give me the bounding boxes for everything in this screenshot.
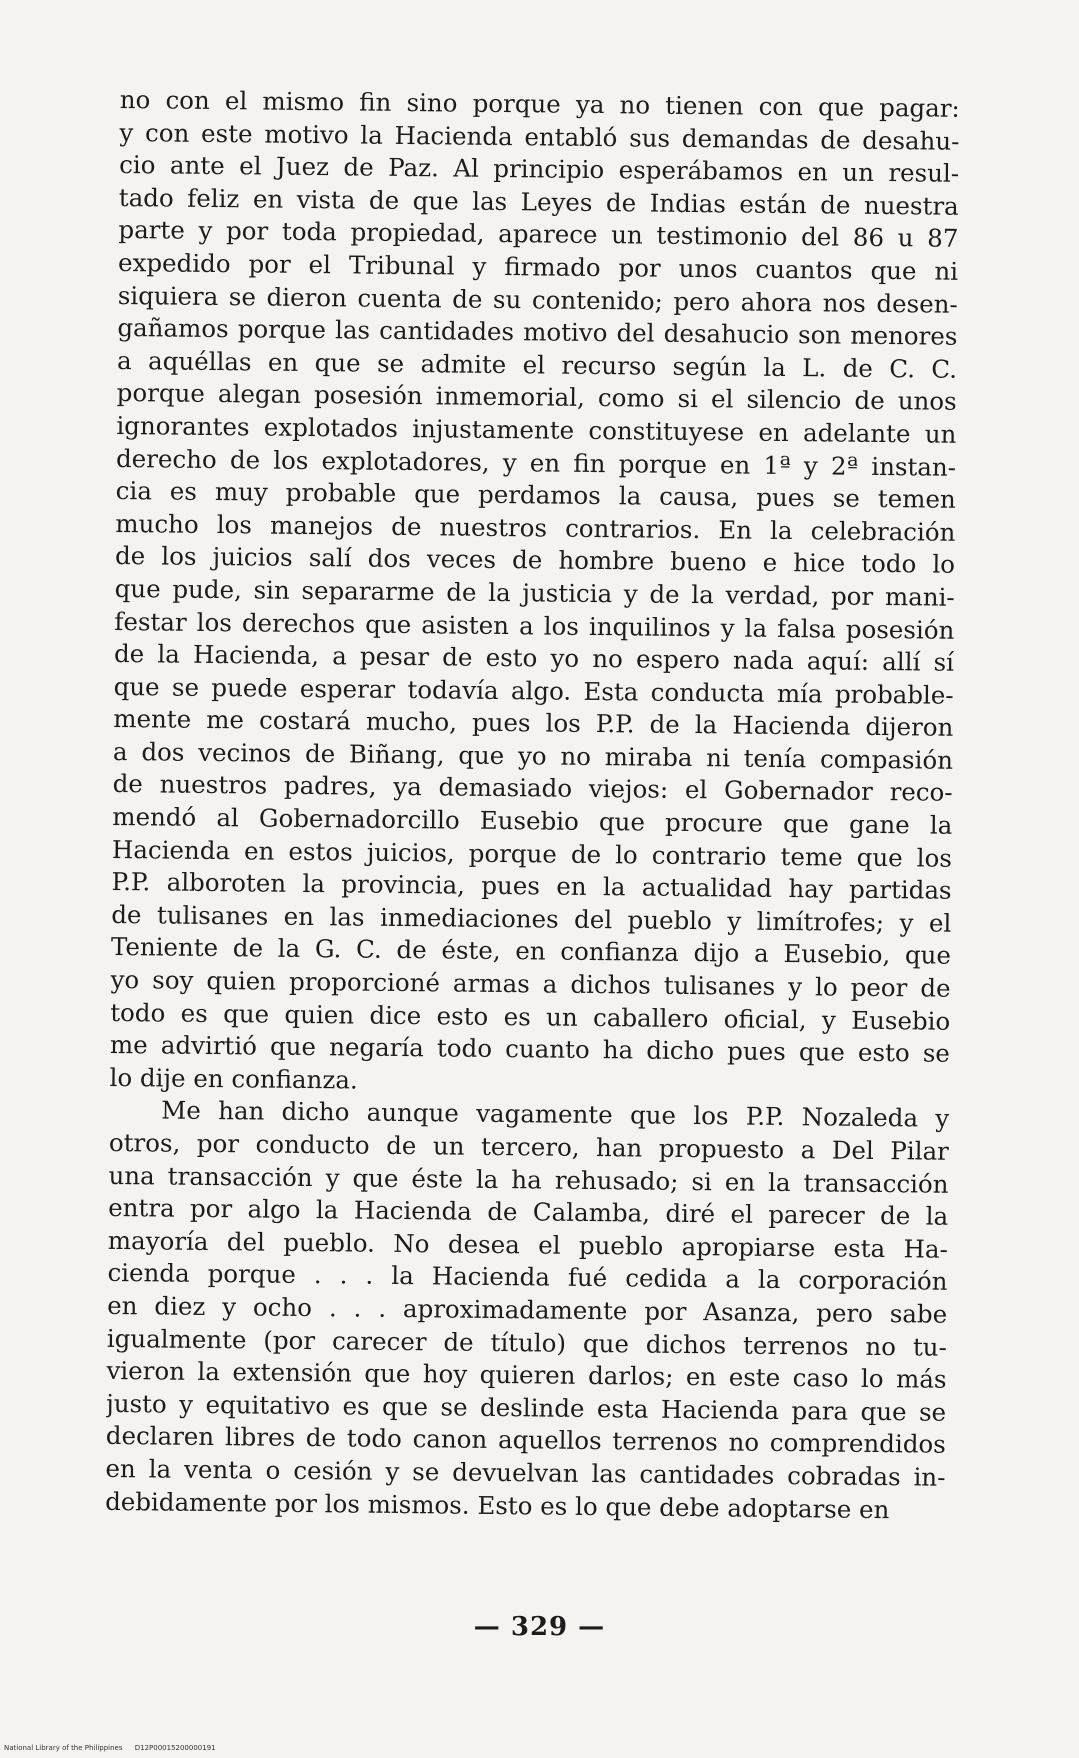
text-line: y con este motivo la Hacienda entabló sus demandas de desahu-	[119, 117, 960, 156]
text-line: a aquéllas en que se admite el recurso según la L. de C. C.	[116, 345, 958, 384]
scan-footer	[4, 1744, 226, 1752]
text-line: mendó al Gobernadorcillo Eusebio que procure que gane la	[112, 802, 953, 840]
text-line: expedido por el Tribunal y firmado por unos cuantos que ni	[117, 247, 959, 286]
text-line: Me han dicho aunque vagamente que los P.P. Nozaleda y	[161, 1095, 950, 1134]
text-line: Teniente de la G. C. de éste, en confianza dijo a Eusebio, que	[110, 932, 952, 971]
text-line: de nuestros padres, ya demasiado viejos: el Gobernador reco-	[112, 769, 953, 808]
text-line: mente me costará mucho, pues los P.P. de la Hacienda dijeron	[113, 704, 954, 743]
text-line: parte y por toda propiedad, aparece un testimonio del 86 u 87	[118, 215, 959, 254]
text-line: cia es muy probable que perdamos la causa, pues se temen	[115, 476, 956, 514]
text-line: a dos vecinos de Biñang, que yo no miraba ni tenía compasión	[112, 736, 954, 775]
text-line: porque alegan posesión inmemorial, como si el silencio de unos	[116, 378, 957, 417]
text-line: mucho los manejos de nuestros contrarios. En la celebración	[115, 508, 956, 547]
text-line: en diez y ocho . . . aproximadamente por Asanza, pero sabe	[107, 1290, 948, 1329]
text-line: justo y equitativo es que se deslinde esta Hacienda para que se	[106, 1388, 947, 1427]
text-line: vieron la extensión que hoy quieren darlos; en este caso lo más	[106, 1356, 947, 1394]
text-line: festar los derechos que asisten a los inquilinos y la falsa posesión	[114, 606, 955, 645]
text-line: lo dije en confianza.	[109, 1062, 358, 1095]
text-line: cienda porque . . . la Hacienda fué cedida a la corporación	[107, 1258, 948, 1297]
text-line: ignorantes explotados injustamente constituyese en adelante un	[116, 410, 957, 449]
text-line: tado feliz en vista de que las Leyes de Indias están de nuestra	[118, 182, 959, 221]
text-line: no con el mismo fin sino porque ya no tienen con que pagar:	[119, 84, 960, 123]
text-line: de la Hacienda, a pesar de esto yo no espero nada aquí: allí sí	[113, 639, 955, 677]
text-line: Hacienda en estos juicios, porque de lo contrario teme que los	[111, 834, 953, 873]
text-line: una transacción y que éste la ha rehusado; si en la transacción	[108, 1160, 949, 1199]
text-line: debidamente por los mismos. Esto es lo que debe adoptarse en	[105, 1486, 890, 1524]
text-line: que pude, sin separarme de la justicia y de la verdad, por mani-	[114, 573, 955, 612]
text-line: siquiera se dieron cuenta de su contenido; pero ahora nos desen-	[117, 280, 958, 319]
text-line: derecho de los explotadores, y en fin porque en 1ª y 2ª instan-	[115, 443, 957, 482]
text-line: en la venta o cesión y se devuelvan las cantidades cobradas in-	[105, 1453, 946, 1492]
text-line: cio ante el Juez de Paz. Al principio esperábamos en un resul-	[119, 150, 960, 188]
page-number: — 329 —	[473, 1612, 606, 1642]
text-line: yo soy quien proporcioné armas a dichos tulisanes y lo peor de	[110, 964, 951, 1003]
text-line: gañamos porque las cantidades motivo del desahucio son menores	[117, 313, 958, 351]
text-line: igualmente (por carecer de título) que dichos terrenos no tu-	[106, 1323, 947, 1362]
text-line: entra por algo la Hacienda de Calamba, diré el parecer de la	[108, 1193, 949, 1231]
text-line: declaren libres de todo canon aquellos terrenos no comprendidos	[105, 1421, 946, 1460]
body-text	[105, 84, 960, 1527]
text-line: de tulisanes en las inmediaciones del pueblo y limítrofes; y el	[111, 899, 952, 938]
text-line: que se puede esperar todavía algo. Esta conducta mía probable-	[113, 671, 954, 710]
text-line: P.P. alboroten la provincia, pues en la actualidad hay partidas	[111, 867, 952, 906]
text-line: mayoría del pueblo. No desea el pueblo apropiarse esta Ha-	[107, 1225, 948, 1264]
text-line: otros, por conducto de un tercero, han propuesto a Del Pilar	[108, 1127, 950, 1166]
footer-library: National Library of the Philippines	[4, 1744, 123, 1752]
text-line: de los juicios salí dos veces de hombre bueno e hice todo lo	[114, 541, 956, 580]
footer-code: D12P00015200000191	[134, 1744, 216, 1752]
text-line: todo es que quien dice esto es un caballero oficial, y Eusebio	[110, 997, 951, 1036]
text-line: me advirtió que negaría todo cuanto ha dicho pues que esto se	[109, 1030, 951, 1068]
